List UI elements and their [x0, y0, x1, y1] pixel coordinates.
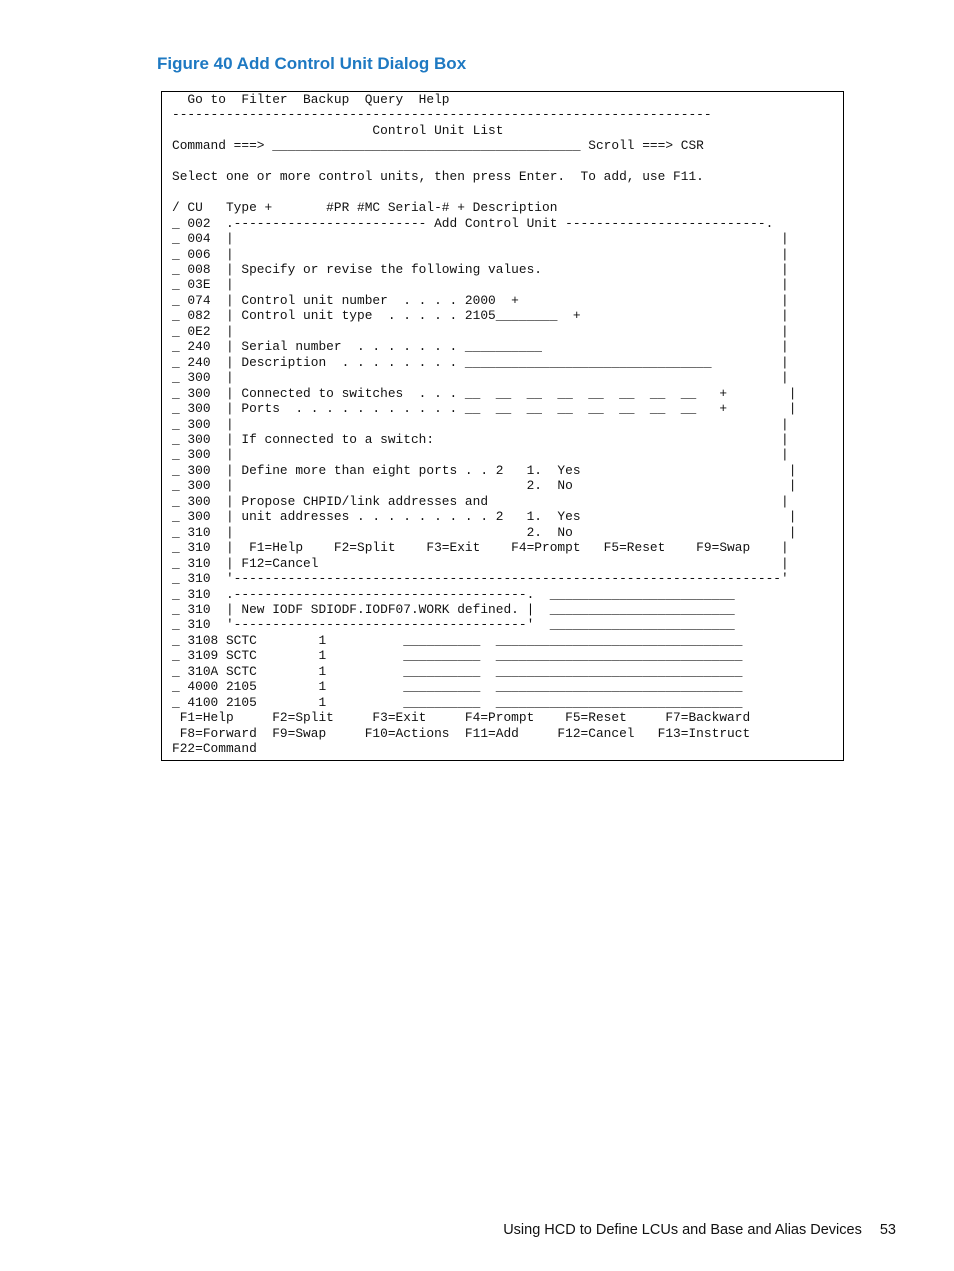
page-footer [503, 1222, 896, 1238]
terminal-screen-text: Go to Filter Backup Query Help ---------------------------------------------------------------------- Control Unit List Command ===> ________________________________________ Scroll ===> CSR Select one or more control units, then press Enter. To add, use F11. / CU Type + #PR #MC Serial-# + Description _ 002 .------------------------- Add Control Unit --------------------------. _ 004 | | _ 006 | | _ 008 | Specify or revise the following values. | _ 03E | | _ 074 | Control unit number . . . . 2000 + | _ 082 | Control unit type . . . . . 2105________ + | _ 0E2 | | _ 240 | Serial number . . . . . . . __________ | _ 240 | Description . . . . . . . . ________________________________ | _ 300 | | _ 300 | Connected to switches . . . __ __ __ __ __ __ __ __ + | _ 300 | Ports . . . . . . . . . . . __ __ __ __ __ __ __ __ + | _ 300 | | _ 300 | If connected to a switch: | _ 300 | | _ 300 | Define more than eight ports . . 2 1. Yes | _ 300 | 2. No | _ 300 | Propose CHPID/link addresses and | _ 300 | unit addresses . . . . . . . . . 2 1. Yes | _ 310 | 2. No | _ 310 | F1=Help F2=Split F3=Exit F4=Prompt F5=Reset F9=Swap | _ 310 | F12=Cancel | _ 310 '-----------------------------------------------------------------------' _ 310 .--------------------------------------. ________________________ _ 310 | New IODF SDIODF.IODF07.WORK defined. | ________________________ _ 310 '--------------------------------------' ________________________ _ 3108 SCTC 1 __________ ________________________________ _ 3109 SCTC 1 __________ ________________________________ _ 310A SCTC 1 __________ ________________________________ _ 4000 2105 1 __________ ________________________________ _ 4100 2105 1 __________ ________________________________ F1=Help F2=Split F3=Exit F4=Prompt F5=Reset F7=Backward F8=Forward F9=Swap F10=Actions F11=Add F12=Cancel F13=Instruct F22=Command [172, 93, 797, 757]
footer-chapter-title: Using HCD to Define LCUs and Base and Alias Devices [503, 1222, 862, 1238]
terminal-screenshot [161, 91, 844, 761]
figure-caption: Figure 40 Add Control Unit Dialog Box [157, 54, 467, 73]
page-number: 53 [879, 1222, 896, 1238]
